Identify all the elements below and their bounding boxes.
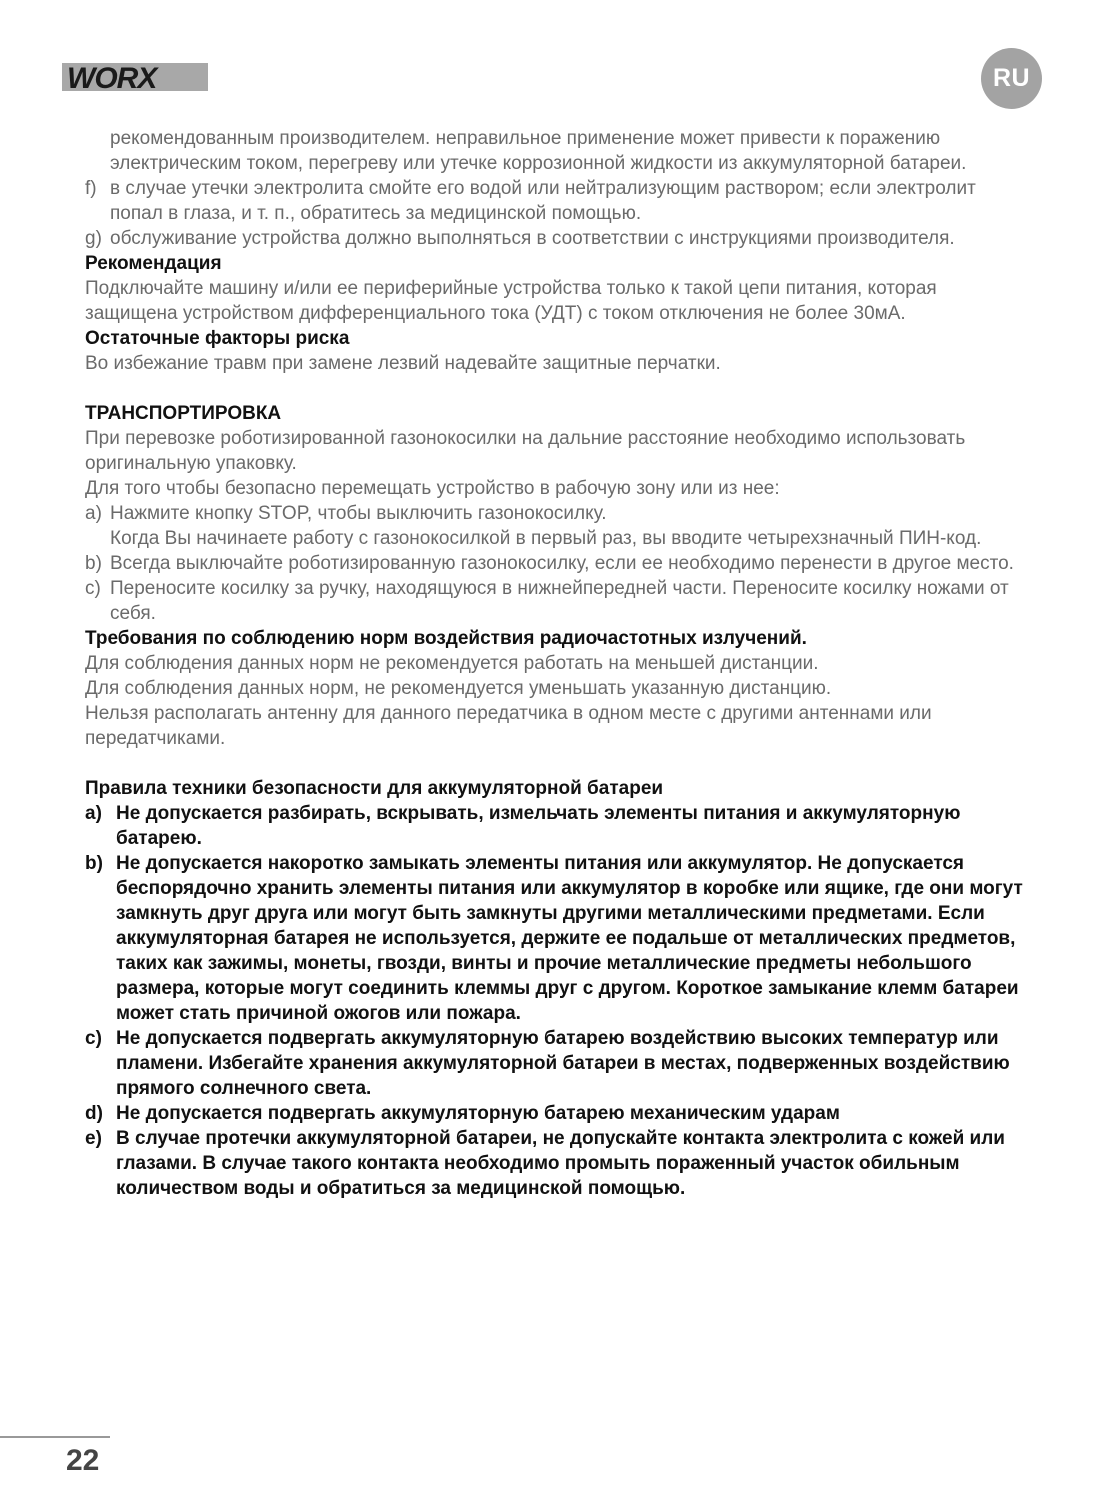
item-text: в случае утечки электролита смойте его водой или нейтрализующим раствором; если электролит попал в глаза, и т. п., обратитесь за медицинской помощью. <box>110 178 976 224</box>
transport-paragraph-1: При перевозке роботизированной газонокосилки на дальние расстояние необходимо использовать оригинальную упаковку. <box>85 428 966 474</box>
footer-divider <box>0 1436 110 1438</box>
item-marker: f) <box>85 178 97 199</box>
rf-heading: Требования по соблюдению норм воздействия радиочастотных излучений. <box>85 628 807 649</box>
residual-risk-text: Во избежание травм при замене лезвий надевайте защитные перчатки. <box>85 353 721 374</box>
battery-rule-c <box>85 1026 1025 1101</box>
item-text: Нажмите кнопку STOP, чтобы выключить газонокосилку. <box>110 503 607 524</box>
battery-rules-heading: Правила техники безопасности для аккумуляторной батареи <box>85 778 664 799</box>
page-content <box>85 126 1025 1201</box>
item-marker: a) <box>85 803 102 824</box>
recommendation-heading: Рекомендация <box>85 253 222 274</box>
item-marker: a) <box>85 503 102 524</box>
item-marker: b) <box>85 553 102 574</box>
recommendation-text: Подключайте машину и/или ее периферийные устройства только к такой цепи питания, которая защищена устройством дифференциального тока (УДТ) с током отключения не более 30мА. <box>85 278 937 324</box>
rf-line-2: Для соблюдения данных норм, не рекомендуется уменьшать указанную дистанцию. <box>85 678 832 699</box>
transport-paragraph-2: Для того чтобы безопасно перемещать устройство в рабочую зону или из нее: <box>85 478 780 499</box>
residual-risk-heading: Остаточные факторы риска <box>85 328 350 349</box>
battery-rule-b <box>85 851 1025 1026</box>
battery-rule-a <box>85 801 1025 851</box>
item-marker: g) <box>85 228 102 249</box>
battery-item-f <box>85 176 1025 226</box>
spacer <box>85 751 1025 776</box>
transport-item-b <box>85 551 1025 576</box>
item-text: Переносите косилку за ручку, находящуюся в нижнейпередней части. Переносите косилку ножами от себя. <box>110 578 1009 624</box>
item-subtext: Когда Вы начинаете работу с газонокосилкой в первый раз, вы вводите четырехзначный ПИН-код. <box>110 528 982 549</box>
item-text: В случае протечки аккумуляторной батареи, не допускайте контакта электролита с кожей или глазами. В случае такого контакта необходимо промыть пораженный участок обильным количеством воды и обратиться за медицинской помощью. <box>116 1128 1005 1199</box>
battery-item-e-continuation: рекомендованным производителем. неправильное применение может привести к поражению электрическим током, перегреву или утечке коррозионной жидкости из аккумуляторной батареи. <box>110 128 967 174</box>
transport-item-a <box>85 501 1025 551</box>
item-text: Не допускается подвергать аккумуляторную батарею механическим ударам <box>116 1103 840 1124</box>
item-marker: d) <box>85 1103 103 1124</box>
item-text: обслуживание устройства должно выполняться в соответствии с инструкциями производителя. <box>110 228 955 249</box>
rf-line-1: Для соблюдения данных норм не рекомендуется работать на меньшей дистанции. <box>85 653 819 674</box>
item-marker: b) <box>85 853 103 874</box>
item-text: Не допускается накоротко замыкать элементы питания или аккумулятор. Не допускается беспорядочно хранить элементы питания или аккумулятор в коробке или ящике, где они могут замкнуть друг друга или могут быть замкнуты другими металлическими предметами. Если аккумуляторная батарея не используется, держите ее подальше от металлических предметов, таких как зажимы, монеты, гвозди, винты и прочие металлические предметы небольшого размера, которые могут соединить клеммы друг с другом. Короткое замыкание клемм батареи может стать причиной ожогов или пожара. <box>116 853 1023 1024</box>
transport-item-c <box>85 576 1025 626</box>
language-badge: RU <box>981 48 1042 109</box>
item-text: Всегда выключайте роботизированную газонокосилку, если ее необходимо перенести в другое место. <box>110 553 1014 574</box>
item-marker: c) <box>85 578 101 599</box>
page-number: 22 <box>66 1444 100 1477</box>
battery-rule-d <box>85 1101 1025 1126</box>
worx-logo-graphic <box>62 63 208 91</box>
battery-rule-e <box>85 1126 1025 1201</box>
worx-logo <box>62 63 208 91</box>
spacer <box>85 376 1025 401</box>
svg-text:WORX: WORX <box>67 63 157 91</box>
item-marker: e) <box>85 1128 102 1149</box>
item-marker: c) <box>85 1028 102 1049</box>
rf-line-3: Нельзя располагать антенну для данного передатчика в одном месте с другими антеннами или передатчиками. <box>85 703 932 749</box>
item-text: Не допускается разбирать, вскрывать, измельчать элементы питания и аккумуляторную батарею. <box>116 803 961 849</box>
battery-rules-list <box>85 801 1025 1201</box>
item-text: Не допускается подвергать аккумуляторную батарею воздействию высоких температур или пламени. Избегайте хранения аккумуляторной батареи в местах, подверженных воздействию прямого солнечного света. <box>116 1028 1010 1099</box>
transport-heading: ТРАНСПОРТИРОВКА <box>85 403 282 424</box>
battery-item-g <box>85 226 1025 251</box>
